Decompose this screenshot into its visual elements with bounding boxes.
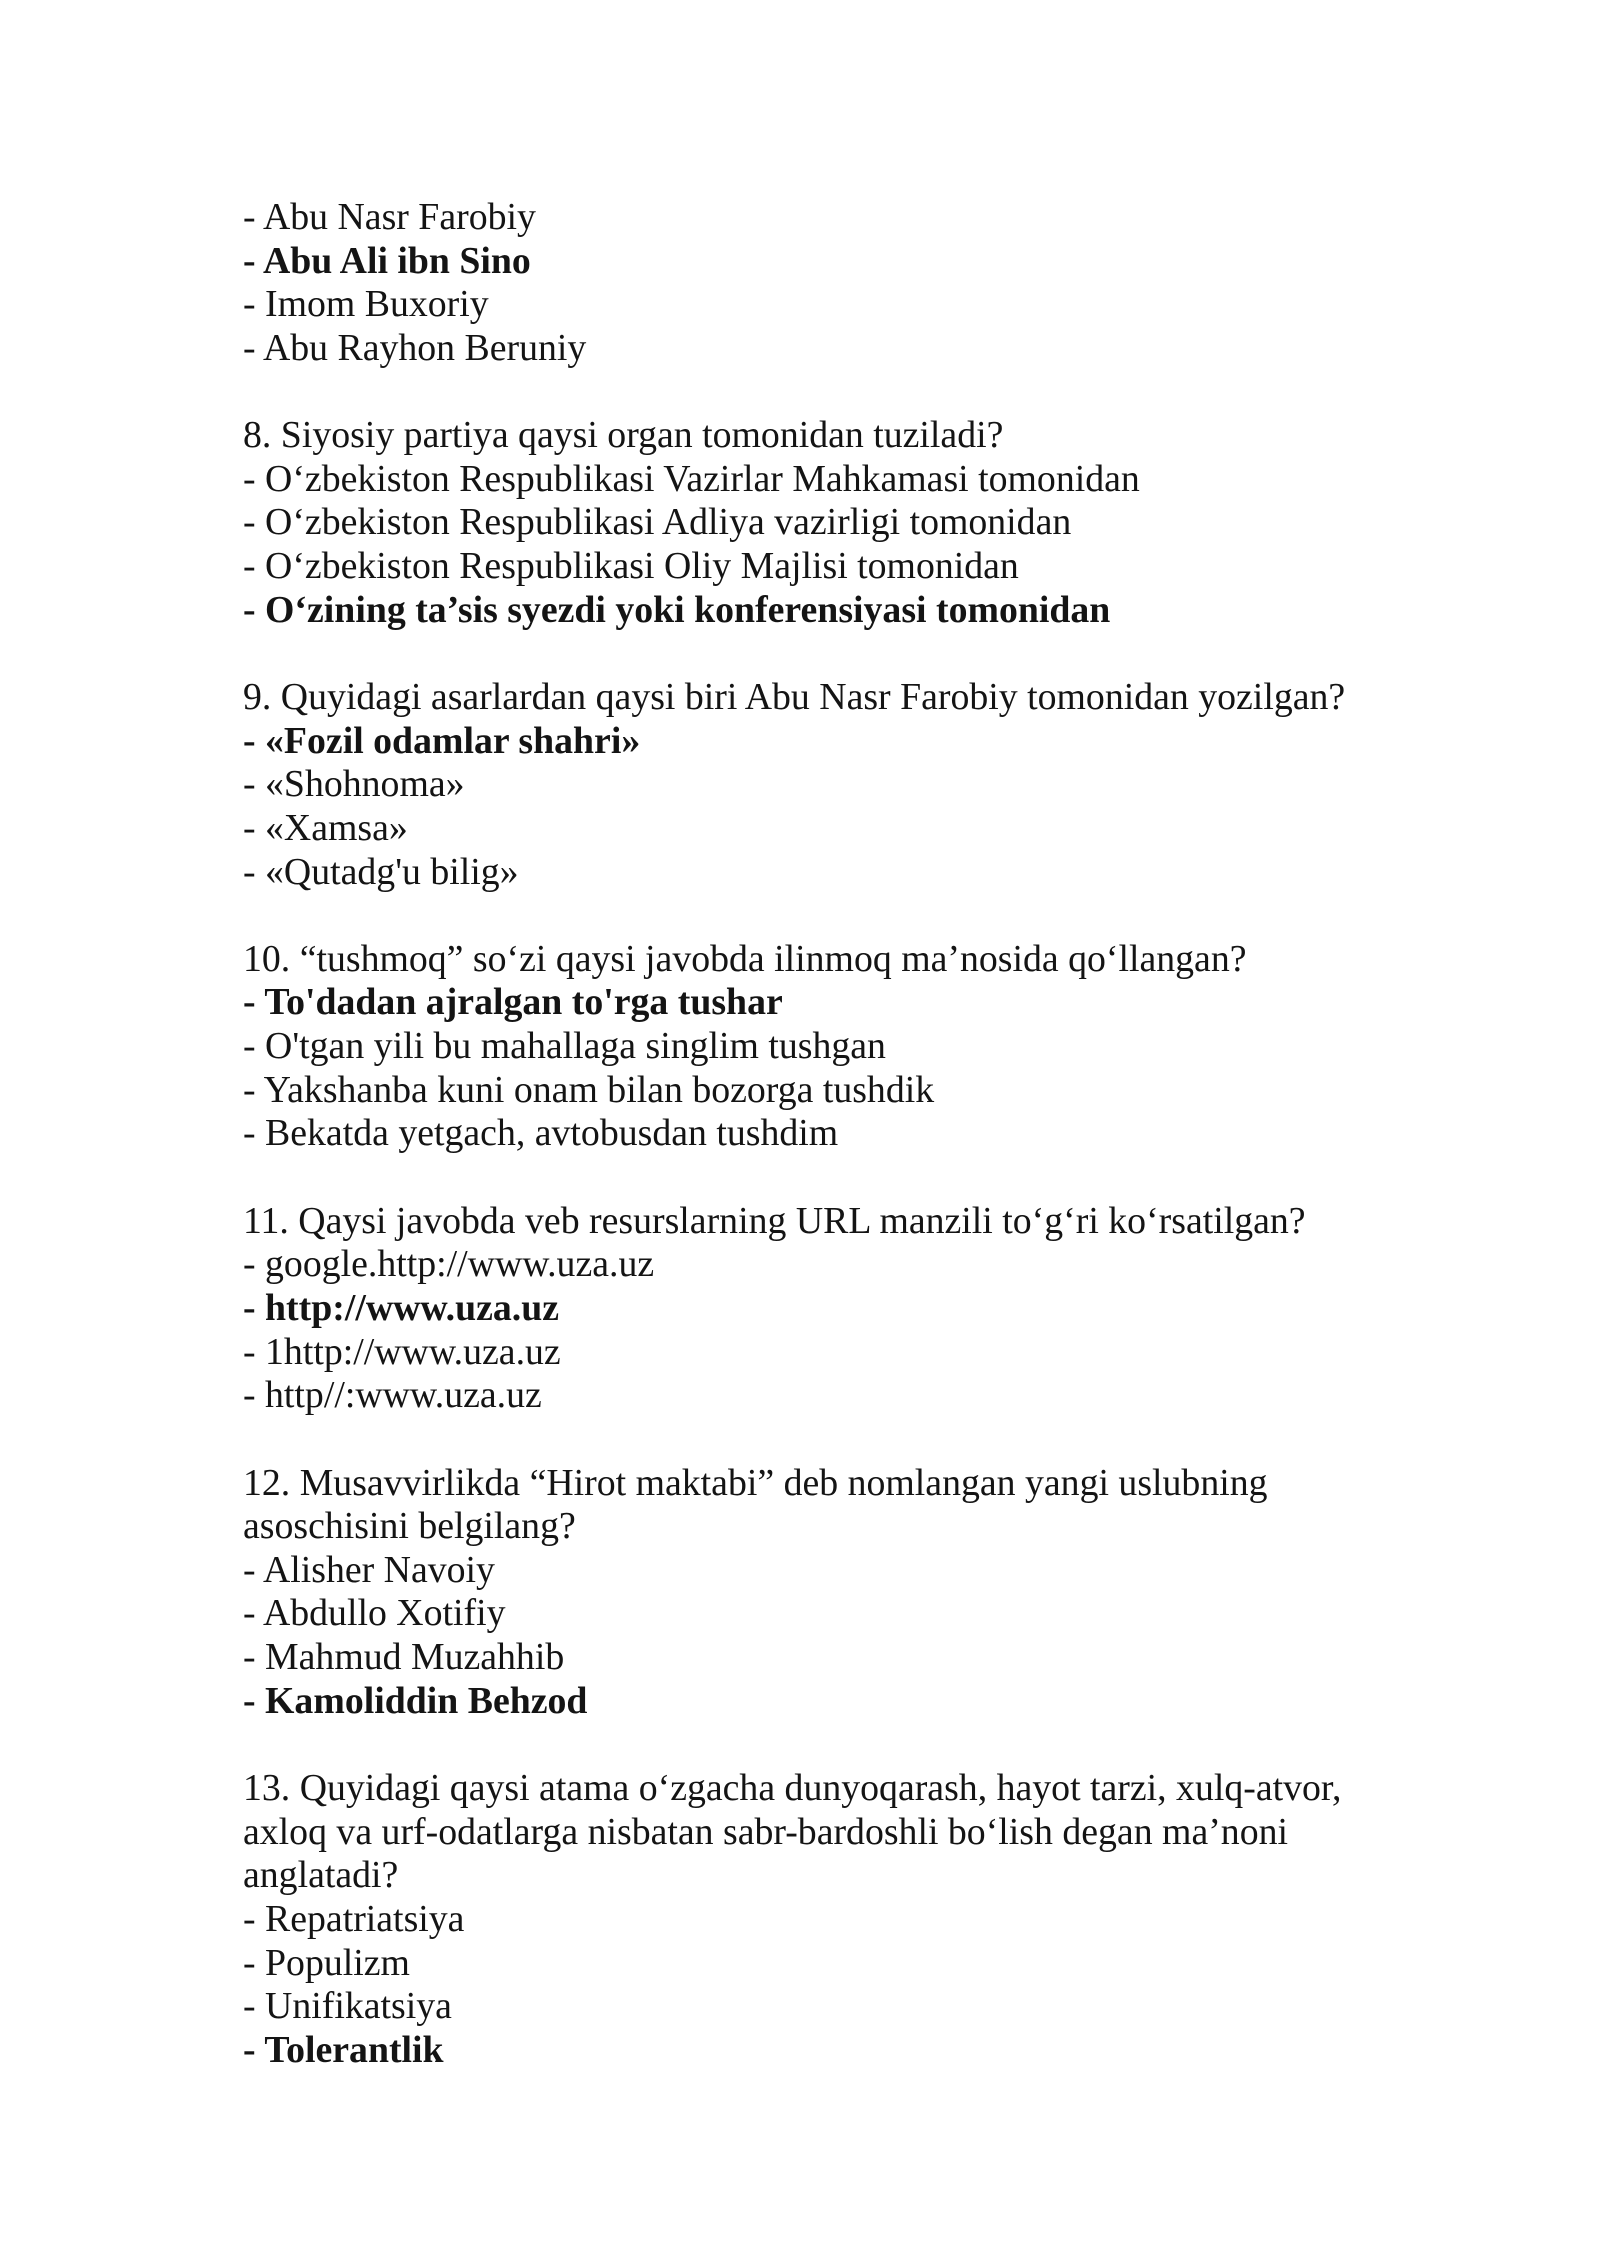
answer-option-correct: - Kamoliddin Behzod <box>243 1679 588 1722</box>
answer-option: - Unifikatsiya <box>243 1985 452 2028</box>
question-text: 13. Quyidagi qaysi atama o‘zgacha dunyoqarash, hayot tarzi, xulq-atvor, axloq va urf-odatlarga nisbatan sabr-bardoshli bo‘lish degan ma’noni anglatadi? <box>243 1766 1342 1897</box>
question-block <box>243 414 1368 632</box>
document-body <box>243 196 1368 2072</box>
answer-option: - Bekatda yetgach, avtobusdan tushdim <box>243 1112 839 1155</box>
answer-option: - O'tgan yili bu mahallaga singlim tushgan <box>243 1025 886 1068</box>
question-block <box>243 1462 1368 1724</box>
answer-option: - Abu Rayhon Beruniy <box>243 326 587 369</box>
question-block <box>243 938 1368 1156</box>
answer-option: - 1http://www.uza.uz <box>243 1330 561 1373</box>
question-text: 11. Qaysi javobda veb resurslarning URL manzili to‘g‘ri ko‘rsatilgan? <box>243 1199 1306 1242</box>
answer-option-correct: - To'dadan ajralgan to'rga tushar <box>243 981 783 1024</box>
answer-option: - Repatriatsiya <box>243 1897 465 1940</box>
question-text: 12. Musavvirlikda “Hirot maktabi” deb nomlangan yangi uslubning asoschisini belgilang? <box>243 1461 1268 1548</box>
answer-option-correct: - «Fozil odamlar shahri» <box>243 719 641 762</box>
answer-option: - O‘zbekiston Respublikasi Oliy Majlisi tomonidan <box>243 545 1019 588</box>
answer-option: - Imom Buxoriy <box>243 283 489 326</box>
answer-option: - «Xamsa» <box>243 806 408 849</box>
answer-option: - Alisher Navoiy <box>243 1548 495 1591</box>
answer-option: - O‘zbekiston Respublikasi Adliya vazirligi tomonidan <box>243 501 1072 544</box>
answer-option: - google.http://www.uza.uz <box>243 1243 655 1286</box>
question-block <box>243 1200 1368 1418</box>
question-text: 10. “tushmoq” so‘zi qaysi javobda ilinmoq ma’nosida qo‘llangan? <box>243 937 1247 980</box>
answer-option: - O‘zbekiston Respublikasi Vazirlar Mahkamasi tomonidan <box>243 457 1140 500</box>
question-block <box>243 1767 1368 2072</box>
answer-option-correct: - http://www.uza.uz <box>243 1286 560 1329</box>
question-block <box>243 676 1368 894</box>
answer-option-correct: - O‘zining ta’sis syezdi yoki konferensiyasi tomonidan <box>243 588 1111 631</box>
answer-option: - Abu Nasr Farobiy <box>243 196 536 238</box>
answer-option-correct: - Abu Ali ibn Sino <box>243 239 531 282</box>
answer-option: - http//:www.uza.uz <box>243 1374 542 1417</box>
question-block <box>243 196 1368 371</box>
answer-option: - Yakshanba kuni onam bilan bozorga tushdik <box>243 1068 935 1111</box>
question-text: 9. Quyidagi asarlardan qaysi biri Abu Nasr Farobiy tomonidan yozilgan? <box>243 676 1346 719</box>
answer-option: - «Qutadg'u bilig» <box>243 850 519 893</box>
answer-option-correct: - Tolerantlik <box>243 2028 444 2071</box>
answer-option: - «Shohnoma» <box>243 763 465 806</box>
question-text: 8. Siyosiy partiya qaysi organ tomonidan tuziladi? <box>243 414 1004 457</box>
answer-option: - Populizm <box>243 1941 410 1984</box>
answer-option: - Abdullo Xotifiy <box>243 1592 506 1635</box>
answer-option: - Mahmud Muzahhib <box>243 1636 565 1679</box>
